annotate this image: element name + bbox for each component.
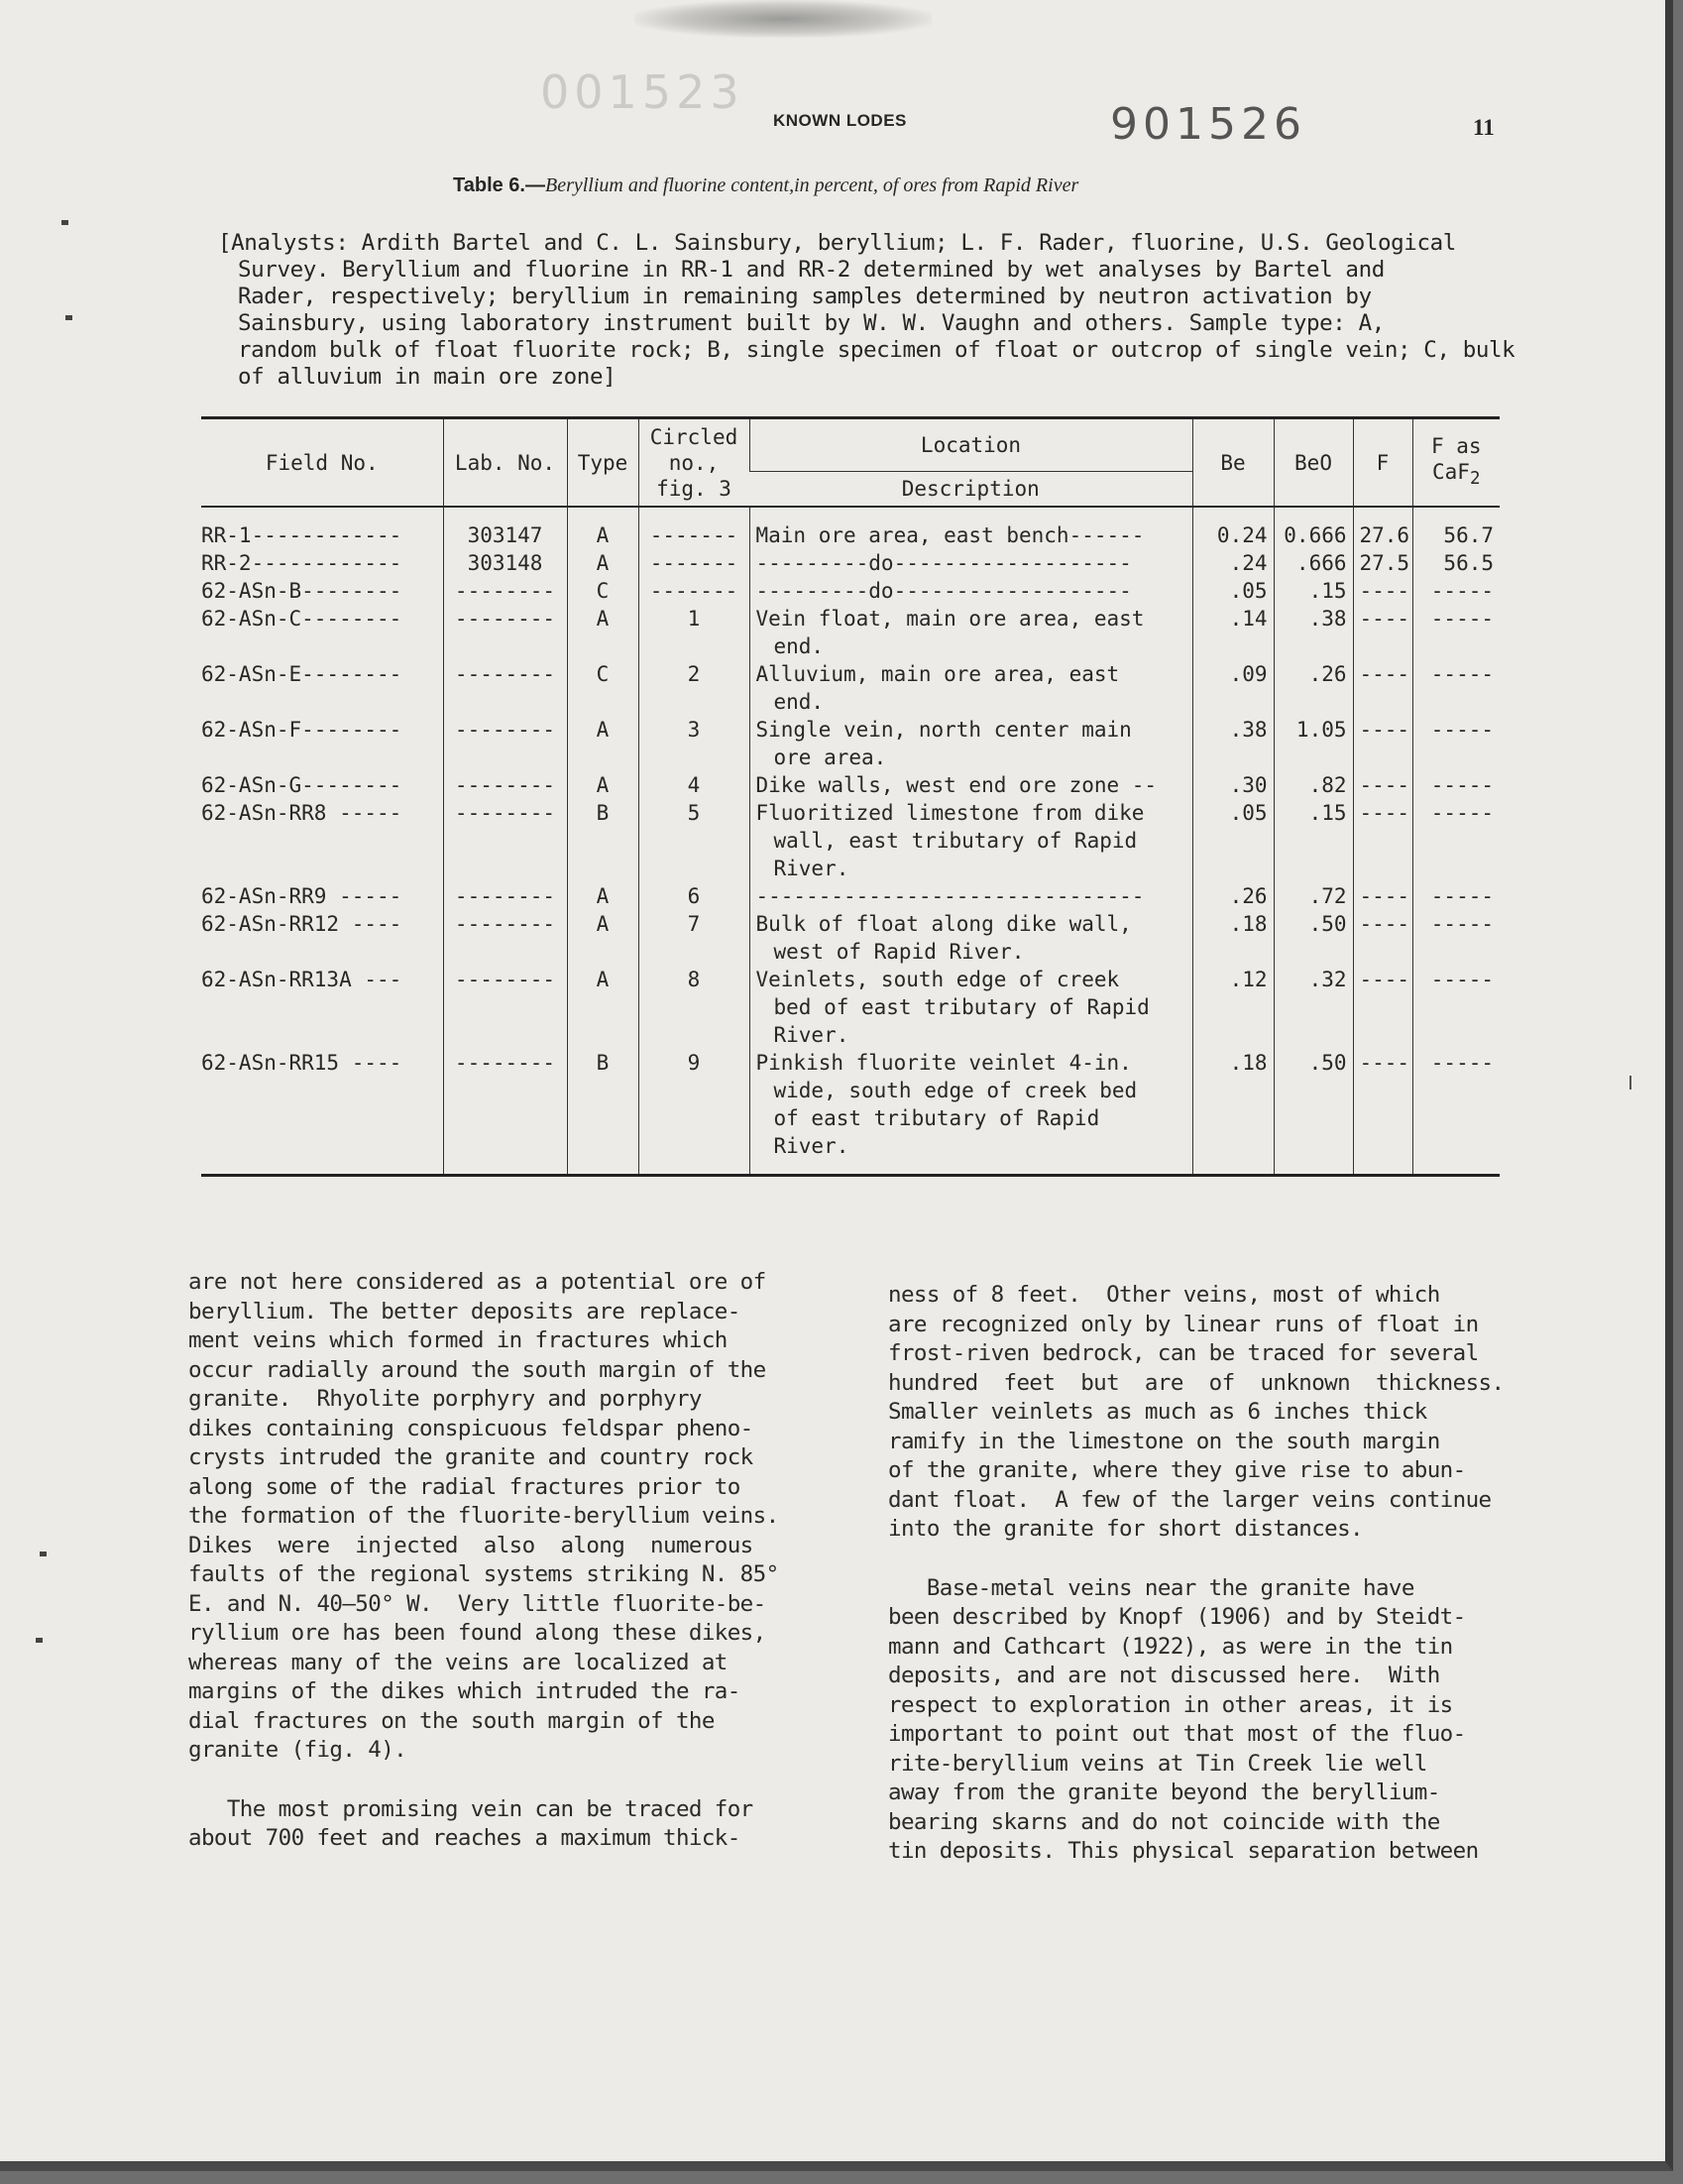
description-line: River. [773,857,849,880]
headnote-line: Survey. Beryllium and fluorine in RR-1 and RR-2 determined by wet analyses by Bartel and [238,257,1385,283]
lab-no-cell: -------- [443,910,567,966]
description-line: ---------do------------------- [755,579,1132,603]
description-line: Single vein, north center main [755,718,1132,742]
be-cell: .05 [1192,577,1274,605]
f-cell: ---- [1353,882,1412,910]
circled-no-cell: ------- [638,507,749,549]
description-line: Veinlets, south edge of creek [755,968,1120,991]
body-text-line: crysts intruded the granite and country rock [188,1444,753,1470]
body-text-line: Smaller veinlets as much as 6 inches thick [888,1399,1427,1425]
type-cell: B [567,799,638,882]
body-text-line: beryllium. The better deposits are replace- [188,1298,740,1324]
headnote-line: [Analysts: Ardith Bartel and C. L. Sainsbury, beryllium; L. F. Rader, fluorine, U.S. Geological [218,230,1456,256]
body-text-line: mann and Cathcart (1922), as were in the tin [888,1633,1453,1660]
lab-no-cell: -------- [443,966,567,1049]
table-row [201,716,1500,771]
caf2-cell: ----- [1412,799,1500,882]
circled-no-cell: 7 [638,910,749,966]
type-cell: A [567,549,638,577]
description-line: Dike walls, west end ore zone -- [755,773,1158,797]
beo-cell: .15 [1274,577,1353,605]
header-description: Description [749,472,1192,508]
f-cell: ---- [1353,966,1412,1049]
circled-no-cell: 9 [638,1049,749,1176]
be-cell: .14 [1192,605,1274,660]
body-text-line: bearing skarns and do not coincide with the [888,1808,1440,1835]
be-cell: .18 [1192,1049,1274,1176]
scan-mark [40,1552,47,1556]
f-cell: ---- [1353,799,1412,882]
be-cell: .09 [1192,660,1274,716]
field-no-cell: 62-ASn-RR9 ----- [201,884,402,908]
lab-no-cell: -------- [443,605,567,660]
body-text-line: away from the granite beyond the beryllium- [888,1780,1440,1805]
table-row [201,660,1500,716]
scan-mark [36,1638,43,1643]
body-text-line: dial fractures on the south margin of the [188,1707,715,1734]
caf2-cell: ----- [1412,882,1500,910]
caf2-cell: ----- [1412,1049,1500,1176]
handwritten-stamp: 901526 [1110,99,1306,150]
header-be: Be [1192,418,1274,508]
type-cell: A [567,605,638,660]
table-row [201,966,1500,1049]
caf2-cell: ----- [1412,771,1500,799]
circled-no-cell: 1 [638,605,749,660]
description-line: Main ore area, east bench------ [755,523,1145,547]
lab-no-cell: 303147 [443,507,567,549]
description-line: end. [773,634,825,658]
table-row [201,771,1500,799]
be-cell: .12 [1192,966,1274,1049]
body-text-line: ryllium ore has been found along these dikes, [188,1620,766,1646]
headnote-line: Rader, respectively; beryllium in remaining samples determined by neutron activation by [238,284,1372,309]
page-number: 11 [1473,115,1495,140]
description-line: Fluoritized limestone from dike [755,801,1145,825]
body-text-line: deposits, and are not discussed here. With [888,1663,1440,1688]
description-cell [749,660,1192,716]
body-text-line: granite (fig. 4). [188,1737,407,1763]
table-row [201,799,1500,882]
caf2-cell: ----- [1412,910,1500,966]
circled-no-cell: 4 [638,771,749,799]
header-f-as-label: F as [1430,433,1482,458]
lab-no-cell: -------- [443,716,567,771]
field-no-cell: 62-ASn-RR8 ----- [201,801,402,825]
caf2-cell: 56.5 [1412,549,1500,577]
type-cell: A [567,966,638,1049]
type-cell: C [567,660,638,716]
field-no-cell: 62-ASn-F-------- [201,718,402,742]
table-row [201,577,1500,605]
beo-cell: .50 [1274,910,1353,966]
body-text-line: into the granite for short distances. [888,1516,1364,1542]
paragraph-gap [188,1766,823,1795]
description-cell [749,716,1192,771]
description-line: west of Rapid River. [773,940,1025,964]
description-line: of east tributary of Rapid [773,1106,1100,1130]
body-text-line: of the granite, where they give rise to abun- [888,1457,1466,1483]
f-cell: ---- [1353,660,1412,716]
f-cell: ---- [1353,716,1412,771]
table-title [453,174,1395,197]
description-line: bed of east tributary of Rapid [773,995,1150,1019]
description-line: ---------do------------------- [755,551,1132,575]
type-cell: A [567,507,638,549]
beo-cell: 0.666 [1274,507,1353,549]
f-cell: ---- [1353,771,1412,799]
be-cell: .38 [1192,716,1274,771]
body-text-line: rite-beryllium veins at Tin Creek lie well [888,1750,1427,1777]
running-head: KNOWN LODES [773,111,907,130]
field-no-cell: 62-ASn-E-------- [201,662,402,686]
header-type: Type [567,418,638,508]
lab-no-cell: -------- [443,882,567,910]
body-text-line: ramify in the limestone on the south margin [888,1428,1440,1454]
type-cell: A [567,771,638,799]
caf2-cell: ----- [1412,660,1500,716]
header-circled-no: Circled no., fig. 3 [638,418,749,508]
type-cell: C [567,577,638,605]
circled-no-cell: 2 [638,660,749,716]
lab-no-cell: 303148 [443,549,567,577]
header-field-no: Field No. [201,418,443,508]
beo-cell: .38 [1274,605,1353,660]
be-cell: 0.24 [1192,507,1274,549]
body-text-line: along some of the radial fractures prior to [188,1473,740,1500]
f-cell: 27.5 [1353,549,1412,577]
body-text-line: the formation of the fluorite-beryllium veins. [188,1503,779,1529]
body-text-line: dant float. A few of the larger veins continue [888,1486,1492,1513]
be-cell: .26 [1192,882,1274,910]
description-line: River. [773,1134,849,1158]
circled-no-cell: 3 [638,716,749,771]
header-caf2-subscript: 2 [1469,469,1481,490]
body-text-line: hundred feet but are of unknown thickness. [888,1369,1505,1396]
body-text-line: Dikes were injected also along numerous [188,1532,753,1558]
header-lab-no: Lab. No. [443,418,567,508]
header-location: Location [749,418,1192,472]
description-line: River. [773,1023,849,1047]
beo-cell: .26 [1274,660,1353,716]
beo-cell: .32 [1274,966,1353,1049]
be-cell: .18 [1192,910,1274,966]
lab-no-cell: -------- [443,799,567,882]
type-cell: A [567,716,638,771]
f-cell: ---- [1353,1049,1412,1176]
circled-no-cell: 6 [638,882,749,910]
beo-cell: 1.05 [1274,716,1353,771]
beo-cell: .666 [1274,549,1353,577]
body-text-line: frost-riven bedrock, can be traced for several [888,1340,1479,1366]
description-cell [749,1049,1192,1176]
table-headnote [218,230,1518,391]
header-f: F [1353,418,1412,508]
body-text-line: The most promising vein can be traced for [188,1795,753,1822]
description-cell [749,966,1192,1049]
lab-no-cell: -------- [443,577,567,605]
be-cell: .30 [1192,771,1274,799]
table-row [201,507,1500,549]
body-column-right [888,1281,1503,1867]
table-row [201,549,1500,577]
description-cell [749,910,1192,966]
field-no-cell: 62-ASn-G-------- [201,773,402,797]
description-cell [749,549,1192,577]
body-text-line: whereas many of the veins are localized at [188,1649,728,1675]
body-text-line: are not here considered as a potential ore of [188,1269,766,1295]
description-cell [749,577,1192,605]
scan-mark [65,315,72,320]
circled-no-cell: ------- [638,549,749,577]
f-cell: ---- [1353,910,1412,966]
table-row [201,605,1500,660]
be-cell: .05 [1192,799,1274,882]
description-cell [749,507,1192,549]
table-row [201,910,1500,966]
body-text-line: E. and N. 40–50° W. Very little fluorite-be- [188,1590,766,1617]
description-line: Vein float, main ore area, east [755,607,1145,631]
description-line: wall, east tributary of Rapid [773,829,1138,853]
be-cell: .24 [1192,549,1274,577]
table-title-text: Beryllium and fluorine content,in percent, of ores from Rapid River [545,174,1079,196]
body-text-line: faults of the regional systems striking N. 85° [188,1561,779,1587]
header-caf2-label: CaF [1432,459,1470,484]
field-no-cell: 62-ASn-RR12 ---- [201,912,402,936]
type-cell: B [567,1049,638,1176]
caf2-cell: ----- [1412,577,1500,605]
f-cell: ---- [1353,577,1412,605]
body-text-line: Base-metal veins near the granite have [888,1574,1414,1601]
caf2-cell: ----- [1412,966,1500,1049]
description-line: end. [773,690,825,714]
lab-no-cell: -------- [443,771,567,799]
description-line: ------------------------------- [755,884,1145,908]
body-text-line: ment veins which formed in fractures which [188,1327,728,1353]
description-cell [749,799,1192,882]
body-text-line: occur radially around the south margin of the [188,1356,766,1383]
body-text-line: dikes containing conspicuous feldspar pheno- [188,1415,753,1441]
caf2-cell: ----- [1412,716,1500,771]
caf2-cell: 56.7 [1412,507,1500,549]
table-body [201,507,1500,1176]
caf2-cell: ----- [1412,605,1500,660]
paragraph-gap [888,1545,1503,1574]
description-cell [749,882,1192,910]
circled-no-cell: 8 [638,966,749,1049]
ore-content-table [201,416,1500,1177]
header-beo: BeO [1274,418,1353,508]
field-no-cell: 62-ASn-RR15 ---- [201,1051,402,1075]
body-text-line: respect to exploration in other areas, it is [888,1691,1453,1718]
body-text-line: tin deposits. This physical separation between [888,1838,1479,1864]
headnote-line: random bulk of float fluorite rock; B, single specimen of float or outcrop of single vein; C, bulk [238,337,1515,363]
description-line: Pinkish fluorite veinlet 4-in. [755,1051,1132,1075]
description-cell [749,771,1192,799]
description-line: Alluvium, main ore area, east [755,662,1120,686]
table-header-row [201,418,1500,472]
lab-no-cell: -------- [443,1049,567,1176]
type-cell: A [567,882,638,910]
lab-no-cell: -------- [443,660,567,716]
body-text-line: important to point out that most of the fluo- [888,1721,1466,1747]
body-text-line: been described by Knopf (1906) and by Steidt- [888,1604,1466,1630]
header-f-as-caf2 [1412,418,1500,508]
headnote-line: Sainsbury, using laboratory instrument built by W. W. Vaughn and others. Sample type: A, [238,310,1385,336]
beo-cell: .72 [1274,882,1353,910]
table-row [201,882,1500,910]
beo-cell: .50 [1274,1049,1353,1176]
description-line: wide, south edge of creek bed [773,1079,1138,1102]
circled-no-cell: 5 [638,799,749,882]
type-cell: A [567,910,638,966]
description-line: ore area. [773,746,887,769]
body-text-line: ness of 8 feet. Other veins, most of which [888,1282,1440,1308]
f-cell: 27.6 [1353,507,1412,549]
scan-mark [1629,1076,1631,1090]
bleed-through-number: 001523 [540,65,744,119]
body-column-left [188,1268,823,1854]
body-text-line: granite. Rhyolite porphyry and porphyry [188,1386,702,1412]
headnote-line: of alluvium in main ore zone] [238,364,617,390]
circled-no-cell: ------- [638,577,749,605]
beo-cell: .15 [1274,799,1353,882]
beo-cell: .82 [1274,771,1353,799]
body-text-line: about 700 feet and reaches a maximum thick- [188,1825,740,1851]
field-no-cell: RR-1------------ [201,523,402,547]
description-line: Bulk of float along dike wall, [755,912,1132,936]
field-no-cell: 62-ASn-RR13A --- [201,968,402,991]
field-no-cell: 62-ASn-B-------- [201,579,402,603]
table-row [201,1049,1500,1176]
scan-smudge [634,0,932,38]
f-cell: ---- [1353,605,1412,660]
body-text-line: are recognized only by linear runs of float in [888,1311,1479,1337]
description-cell [749,605,1192,660]
field-no-cell: 62-ASn-C-------- [201,607,402,631]
body-text-line: margins of the dikes which intruded the ra- [188,1678,740,1704]
field-no-cell: RR-2------------ [201,551,402,575]
table-title-lead: Table 6.— [453,174,545,196]
scan-mark [61,220,68,225]
